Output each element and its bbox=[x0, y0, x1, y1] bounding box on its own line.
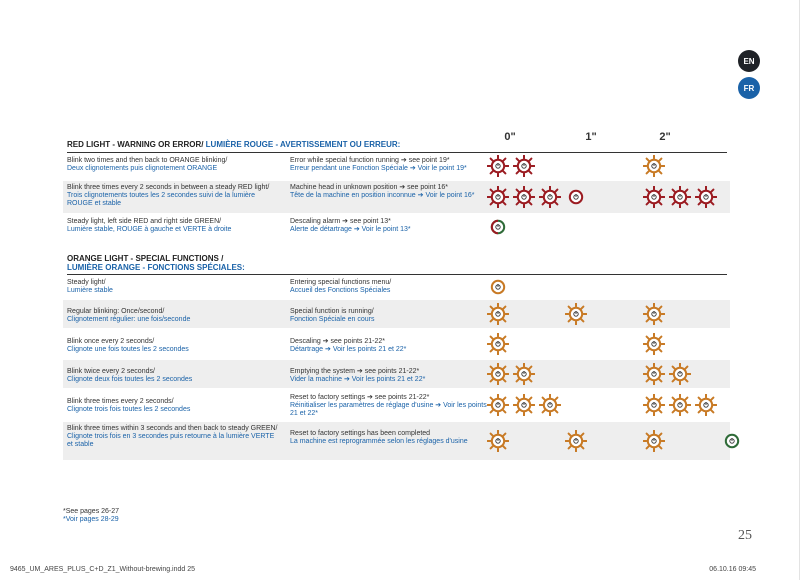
indicator-light-icon bbox=[513, 186, 535, 208]
blink-pattern-fr: Clignote une fois toutes les 2 secondes bbox=[67, 346, 189, 353]
indicator-light-icon bbox=[565, 303, 587, 325]
indicator-light-icon bbox=[487, 394, 509, 416]
indicator-light-icon bbox=[643, 363, 665, 385]
blink-pattern-fr: Trois clignotements toutes les 2 secondes suivi de la lumière ROUGE et stable bbox=[67, 192, 256, 207]
meaning-fr: Vider la machine ➔ Voir les points 21 et 22* bbox=[290, 376, 426, 383]
blink-pattern-fr: Lumière stable, ROUGE à gauche et VERTE à droite bbox=[67, 226, 232, 233]
footnote-en: *See pages 26-27 bbox=[63, 508, 120, 515]
meaning-en: Error while special function running ➔ see point 19* bbox=[290, 157, 450, 164]
section-red-rule bbox=[67, 152, 727, 153]
blink-pattern-fr: Clignote trois fois en 3 secondes puis retourne à la lumière VERTE et stable bbox=[67, 433, 275, 448]
section-orange-title-en: ORANGE LIGHT - SPECIAL FUNCTIONS / bbox=[67, 254, 224, 263]
blink-pattern-en: Blink once every 2 seconds/ bbox=[67, 338, 155, 345]
indicator-light-icon bbox=[565, 186, 587, 208]
blink-pattern-fr: Clignote deux fois toutes les 2 secondes bbox=[67, 376, 193, 383]
indicator-light-icon bbox=[487, 186, 509, 208]
section-red-heading bbox=[67, 140, 400, 149]
meaning-en: Reset to factory settings has been completed bbox=[290, 430, 431, 437]
indicator-light-icon bbox=[513, 363, 535, 385]
table-row bbox=[63, 390, 730, 420]
meaning-en: Descaling alarm ➔ see point 13* bbox=[290, 218, 391, 225]
blink-pattern-fr: Clignote trois fois toutes les 2 secondes bbox=[67, 406, 191, 413]
blink-pattern-fr: Clignotement régulier: une fois/seconde bbox=[67, 316, 191, 323]
section-orange-rule bbox=[67, 274, 727, 275]
meaning-fr: La machine est reprogrammée selon les réglages d'usine bbox=[290, 438, 468, 445]
indicator-light-icon bbox=[539, 186, 561, 208]
blink-pattern-en: Blink three times every 2 seconds/ bbox=[67, 398, 174, 405]
indicator-light-icon bbox=[643, 155, 665, 177]
section-orange-heading bbox=[67, 254, 245, 272]
language-tab-fr[interactable]: FR bbox=[738, 77, 760, 99]
meaning-en: Machine head in unknown position ➔ see point 16* bbox=[290, 184, 449, 191]
indicator-light-icon bbox=[669, 363, 691, 385]
table-row bbox=[63, 215, 730, 240]
indicator-light-icon bbox=[695, 394, 717, 416]
indicator-light-icon bbox=[513, 394, 535, 416]
indicator-light-icon bbox=[487, 303, 509, 325]
blink-pattern-en: Steady light, left side RED and right side GREEN/ bbox=[67, 218, 222, 225]
indicator-light-icon bbox=[721, 430, 743, 452]
slug-filename: 9465_UM_ARES_PLUS_C+D_Z1_Without-brewing.indd 25 bbox=[10, 566, 196, 573]
indicator-light-icon bbox=[669, 394, 691, 416]
section-red-title-fr: LUMIÈRE ROUGE - AVERTISSEMENT OU ERREUR: bbox=[205, 140, 401, 149]
indicator-light-icon bbox=[643, 186, 665, 208]
indicator-light-icon bbox=[643, 333, 665, 355]
table-row bbox=[63, 360, 730, 388]
indicator-light-icon bbox=[487, 276, 509, 298]
table-row bbox=[63, 154, 730, 179]
indicator-light-icon bbox=[487, 363, 509, 385]
meaning-fr: Réinitialiser les paramètres de réglage d'usine ➔ Voir les points 21 et 22* bbox=[290, 402, 487, 417]
footnote bbox=[63, 508, 119, 524]
meaning-en: Entering special functions menu/ bbox=[290, 279, 392, 286]
blink-pattern-en: Blink three times every 2 seconds in between a steady RED light/ bbox=[67, 184, 270, 191]
time-scale bbox=[500, 131, 700, 145]
meaning-fr: Fonction Spéciale en cours bbox=[290, 316, 375, 323]
table-row bbox=[63, 422, 730, 460]
slug-date: 06.10.16 09:45 bbox=[709, 566, 756, 573]
blink-pattern-en: Regular blinking: Once/second/ bbox=[67, 308, 165, 315]
meaning-en: Emptying the system ➔ see points 21-22* bbox=[290, 368, 420, 375]
blink-pattern-en: Blink two times and then back to ORANGE blinking/ bbox=[67, 157, 228, 164]
time-0s-label: 0" bbox=[504, 131, 516, 143]
indicator-light-icon bbox=[487, 155, 509, 177]
indicator-light-icon bbox=[669, 186, 691, 208]
meaning-fr: Détartrage ➔ Voir les points 21 et 22* bbox=[290, 346, 407, 353]
page-number: 25 bbox=[738, 528, 752, 543]
indicator-light-icon bbox=[643, 430, 665, 452]
indicator-light-icon bbox=[643, 303, 665, 325]
meaning-fr: Erreur pendant une Fonction Spéciale ➔ Voir le point 19* bbox=[290, 165, 467, 172]
meaning-en: Reset to factory settings ➔ see points 21-22* bbox=[290, 394, 430, 401]
section-orange-title-fr: LUMIÈRE ORANGE - FONCTIONS SPÉCIALES: bbox=[67, 263, 245, 272]
indicator-light-icon bbox=[539, 394, 561, 416]
indicator-light-icon bbox=[565, 430, 587, 452]
table-row bbox=[63, 181, 730, 213]
time-2s-label: 2" bbox=[659, 131, 671, 143]
table-row bbox=[63, 276, 730, 298]
meaning-fr: Alerte de détartrage ➔ Voir le point 13* bbox=[290, 226, 411, 233]
language-tab-en[interactable]: EN bbox=[738, 50, 760, 72]
indicator-light-icon bbox=[513, 155, 535, 177]
blink-pattern-en: Blink twice every 2 seconds/ bbox=[67, 368, 155, 375]
meaning-en: Descaling ➔ see points 21-22* bbox=[290, 338, 385, 345]
meaning-en: Special function is running/ bbox=[290, 308, 374, 315]
section-red-title-en: RED LIGHT - WARNING OR ERROR/ bbox=[67, 140, 206, 149]
meaning-fr: Tête de la machine en position inconnue ➔ Voir le point 16* bbox=[290, 192, 475, 199]
indicator-light-icon bbox=[487, 430, 509, 452]
indicator-light-icon bbox=[695, 186, 717, 208]
meaning-fr: Accueil des Fonctions Spéciales bbox=[290, 287, 391, 294]
blink-pattern-fr: Deux clignotements puis clignotement ORANGE bbox=[67, 165, 218, 172]
indicator-light-icon bbox=[487, 333, 509, 355]
time-1s-label: 1" bbox=[585, 131, 597, 143]
table-row bbox=[63, 330, 730, 358]
blink-pattern-fr: Lumière stable bbox=[67, 287, 113, 294]
footnote-fr: *Voir pages 28-29 bbox=[63, 516, 119, 523]
indicator-light-icon bbox=[487, 216, 509, 238]
blink-pattern-en: Steady light/ bbox=[67, 279, 106, 286]
blink-pattern-en: Blink three times within 3 seconds and then back to steady GREEN/ bbox=[67, 425, 278, 432]
indicator-light-icon bbox=[643, 394, 665, 416]
table-row bbox=[63, 300, 730, 328]
